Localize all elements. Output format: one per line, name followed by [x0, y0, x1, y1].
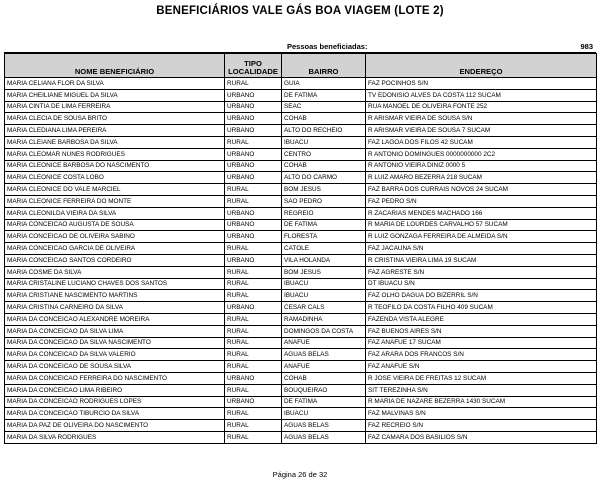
header-tipo-line1: TIPO: [244, 59, 262, 68]
cell-endereco: FAZ BARRA DOS CURRAIS NOVOS 24 SUCAM: [366, 184, 597, 196]
cell-endereco: R ZACARIAS MENDES MACHADO 166: [366, 207, 597, 219]
cell-tipo-localidade: URBANO: [225, 231, 282, 243]
cell-endereco: FAZ BUENOS AIRES S/N: [366, 325, 597, 337]
beneficiaries-summary: [0, 42, 600, 52]
cell-bairro: ALTO DO CARMO: [282, 172, 366, 184]
document-title: BENEFICIÁRIOS VALE GÁS BOA VIAGEM (LOTE 2): [156, 5, 444, 17]
cell-tipo-localidade: RURAL: [225, 266, 282, 278]
cell-nome: MARIA CONCEICAO DE OLIVEIRA SABINO: [5, 231, 225, 243]
table-row: [5, 278, 597, 290]
cell-endereco: FAZ RECREIO S/N: [366, 420, 597, 432]
cell-bairro: BOM JESUS: [282, 266, 366, 278]
cell-nome: MARIA DA CONCEICAO DE SOUSA SILVA: [5, 361, 225, 373]
cell-nome: MARIA CHEILIANE MIGUEL DA SILVA: [5, 89, 225, 101]
cell-tipo-localidade: RURAL: [225, 431, 282, 443]
table-row: [5, 184, 597, 196]
cell-tipo-localidade: URBANO: [225, 302, 282, 314]
header-tipo-line2: LOCALIDADE: [228, 67, 278, 76]
cell-endereco: SIT TEREZINHA S/N: [366, 384, 597, 396]
cell-endereco: TV EDONISIO ALVES DA COSTA 112 SUCAM: [366, 89, 597, 101]
table-row: [5, 219, 597, 231]
cell-tipo-localidade: RURAL: [225, 78, 282, 90]
cell-bairro: AGUAS BELAS: [282, 349, 366, 361]
cell-endereco: FAZ LAGOA DOS FILOS 42 SUCAM: [366, 136, 597, 148]
cell-nome: MARIA CONCEICAO AUGUSTA DE SOUSA: [5, 219, 225, 231]
cell-nome: MARIA CLEONICE BARBOSA DO NASCIMENTO: [5, 160, 225, 172]
table-row: [5, 136, 597, 148]
cell-tipo-localidade: RURAL: [225, 290, 282, 302]
header-endereco: ENDEREÇO: [366, 54, 597, 78]
cell-bairro: ANAFUE: [282, 337, 366, 349]
cell-tipo-localidade: RURAL: [225, 278, 282, 290]
header-nome: NOME BENEFICIÁRIO: [5, 54, 225, 78]
table-row: [5, 243, 597, 255]
cell-tipo-localidade: RURAL: [225, 313, 282, 325]
table-row: [5, 372, 597, 384]
table-header-row: [5, 54, 597, 78]
cell-nome: MARIA DA CONCEICAO DA SILVA LIMA: [5, 325, 225, 337]
cell-bairro: COHAB: [282, 113, 366, 125]
cell-nome: MARIA CLEONICE DO VALE MARCIEL: [5, 184, 225, 196]
cell-nome: MARIA CLECIA DE SOUSA BRITO: [5, 113, 225, 125]
cell-endereco: R TEOFILO DA COSTA FILHO 409 SUCAM: [366, 302, 597, 314]
cell-tipo-localidade: RURAL: [225, 349, 282, 361]
cell-bairro: BOM JESUS: [282, 184, 366, 196]
cell-bairro: COHAB: [282, 372, 366, 384]
cell-bairro: SEAC: [282, 101, 366, 113]
table-row: [5, 313, 597, 325]
table-row: [5, 101, 597, 113]
cell-endereco: R ANTONIO DOMINGUES 0000000000 2C2: [366, 148, 597, 160]
table-row: [5, 384, 597, 396]
cell-bairro: CENTRO: [282, 148, 366, 160]
cell-bairro: GUIA: [282, 78, 366, 90]
cell-endereco: FAZ CAMARA DOS BASILIOS S/N: [366, 431, 597, 443]
cell-tipo-localidade: URBANO: [225, 254, 282, 266]
cell-endereco: FAZ ANAFUE 17 SUCAM: [366, 337, 597, 349]
table-row: [5, 302, 597, 314]
cell-tipo-localidade: RURAL: [225, 384, 282, 396]
cell-nome: MARIA CRISTALINE LUCIANO CHAVES DOS SANTOS: [5, 278, 225, 290]
beneficiaries-table: [4, 53, 597, 444]
cell-nome: MARIA CLEIANE BARBOSA DA SILVA: [5, 136, 225, 148]
table-row: [5, 361, 597, 373]
table-row: [5, 420, 597, 432]
cell-endereco: R ANTONIO VIEIRA DINIZ 0000 5: [366, 160, 597, 172]
table-row: [5, 396, 597, 408]
page-number: Página 26 de 32: [272, 470, 328, 479]
cell-nome: MARIA DA CONCEICAO FERREIRA DO NASCIMENTO: [5, 372, 225, 384]
cell-endereco: FAZ MALVINAS S/N: [366, 408, 597, 420]
cell-tipo-localidade: RURAL: [225, 361, 282, 373]
cell-tipo-localidade: URBANO: [225, 396, 282, 408]
cell-tipo-localidade: URBANO: [225, 207, 282, 219]
cell-nome: MARIA CLEONILDA VIEIRA DA SILVA: [5, 207, 225, 219]
cell-endereco: FAZ AGRESTE S/N: [366, 266, 597, 278]
cell-tipo-localidade: URBANO: [225, 148, 282, 160]
cell-endereco: FAZ PEDRO S/N: [366, 195, 597, 207]
cell-nome: MARIA CLEOMAR NUNES RODRIGUES: [5, 148, 225, 160]
cell-bairro: AGUAS BELAS: [282, 431, 366, 443]
cell-tipo-localidade: URBANO: [225, 160, 282, 172]
table-row: [5, 290, 597, 302]
cell-bairro: CATOLE: [282, 243, 366, 255]
cell-endereco: R ARISMAR VIEIRA DE SOUSA S/N: [366, 113, 597, 125]
cell-nome: MARIA CONCEICAO SANTOS CORDEIRO: [5, 254, 225, 266]
cell-bairro: BOUQUEIRAO: [282, 384, 366, 396]
table-row: [5, 349, 597, 361]
cell-tipo-localidade: RURAL: [225, 136, 282, 148]
cell-nome: MARIA DA CONCEICAO DA SILVA VALERIO: [5, 349, 225, 361]
table-row: [5, 125, 597, 137]
cell-bairro: FLORESTA: [282, 231, 366, 243]
cell-bairro: AGUAS BELAS: [282, 420, 366, 432]
cell-endereco: R CRISTINA VIEIRA LIMA 19 SUCAM: [366, 254, 597, 266]
cell-bairro: IBUACU: [282, 290, 366, 302]
cell-tipo-localidade: URBANO: [225, 89, 282, 101]
table-row: [5, 266, 597, 278]
table-row: [5, 431, 597, 443]
header-tipo-localidade: [225, 54, 282, 78]
cell-endereco: FAZ ANAFUE S/N: [366, 361, 597, 373]
cell-bairro: ANAFUE: [282, 361, 366, 373]
table-row: [5, 408, 597, 420]
table-row: [5, 113, 597, 125]
cell-endereco: FAZ ARARA DOS FRANCOS S/N: [366, 349, 597, 361]
cell-nome: MARIA CLEONICE FERREIRA DO MONTE: [5, 195, 225, 207]
cell-nome: MARIA DA CONCEICAO LIMA RIBEIRO: [5, 384, 225, 396]
cell-bairro: IBUACU: [282, 408, 366, 420]
table-row: [5, 231, 597, 243]
cell-bairro: RAMADINHA: [282, 313, 366, 325]
table-row: [5, 160, 597, 172]
cell-tipo-localidade: RURAL: [225, 420, 282, 432]
table-row: [5, 254, 597, 266]
cell-bairro: ALTO DO RECHEIO: [282, 125, 366, 137]
cell-nome: MARIA COSME DA SILVA: [5, 266, 225, 278]
summary-label: Pessoas beneficiadas:: [287, 42, 368, 51]
cell-nome: MARIA DA CONCEICAO TIBURCIO DA SILVA: [5, 408, 225, 420]
table-row: [5, 325, 597, 337]
cell-tipo-localidade: RURAL: [225, 337, 282, 349]
cell-nome: MARIA CELIANA FLOR DA SILVA: [5, 78, 225, 90]
cell-tipo-localidade: URBANO: [225, 172, 282, 184]
cell-bairro: SAO PEDRO: [282, 195, 366, 207]
cell-tipo-localidade: RURAL: [225, 184, 282, 196]
cell-nome: MARIA DA PAZ DE OLIVEIRA DO NASCIMENTO: [5, 420, 225, 432]
cell-endereco: RUA MANOEL DE OLIVEIRA FONTE 252: [366, 101, 597, 113]
cell-bairro: IBUACU: [282, 278, 366, 290]
cell-tipo-localidade: RURAL: [225, 325, 282, 337]
cell-tipo-localidade: URBANO: [225, 372, 282, 384]
cell-tipo-localidade: URBANO: [225, 101, 282, 113]
table-row: [5, 337, 597, 349]
cell-tipo-localidade: URBANO: [225, 113, 282, 125]
cell-tipo-localidade: URBANO: [225, 219, 282, 231]
summary-count: 983: [580, 42, 593, 51]
cell-endereco: FAZ POCINHOS S/N: [366, 78, 597, 90]
table-row: [5, 207, 597, 219]
cell-endereco: R JOSE VIEIRA DE FREITAS 12 SUCAM: [366, 372, 597, 384]
cell-bairro: VILA HOLANDA: [282, 254, 366, 266]
cell-bairro: DE FATIMA: [282, 89, 366, 101]
cell-nome: MARIA DA SILVA RODRIGUES: [5, 431, 225, 443]
cell-tipo-localidade: RURAL: [225, 408, 282, 420]
cell-bairro: COHAB: [282, 160, 366, 172]
cell-nome: MARIA CRISTIANE NASCIMENTO MARTINS: [5, 290, 225, 302]
cell-bairro: CESAR CALS: [282, 302, 366, 314]
cell-endereco: R MARIA DE NAZARE BEZERRA 1430 SUCAM: [366, 396, 597, 408]
table-body: [5, 78, 597, 444]
cell-bairro: DE FATIMA: [282, 396, 366, 408]
cell-endereco: R LUIZ AMARO BEZERRA 218 SUCAM: [366, 172, 597, 184]
cell-nome: MARIA DA CONCEICAO ALEXANDRE MOREIRA: [5, 313, 225, 325]
table-row: [5, 89, 597, 101]
cell-nome: MARIA DA CONCEICAO DA SILVA NASCIMENTO: [5, 337, 225, 349]
cell-endereco: DT IBUACU S/N: [366, 278, 597, 290]
cell-endereco: FAZ JACAUNA S/N: [366, 243, 597, 255]
cell-nome: MARIA CLEDIANA LIMA PEREIRA: [5, 125, 225, 137]
cell-endereco: R MARIA DE LOURDES CARVALHO 57 SUCAM: [366, 219, 597, 231]
cell-bairro: DOMINGOS DA COSTA: [282, 325, 366, 337]
cell-nome: MARIA CONCEICAO GARCIA DE OLIVEIRA: [5, 243, 225, 255]
cell-endereco: FAZ OLHO DAGUA DO BIZERRIL S/N: [366, 290, 597, 302]
table-row: [5, 195, 597, 207]
table-row: [5, 148, 597, 160]
table-row: [5, 172, 597, 184]
cell-endereco: R ARISMAR VIEIRA DE SOUSA 7 SUCAM: [366, 125, 597, 137]
cell-bairro: IBUACU: [282, 136, 366, 148]
cell-tipo-localidade: RURAL: [225, 195, 282, 207]
cell-nome: MARIA CINTIA DE LIMA FERREIRA: [5, 101, 225, 113]
cell-bairro: DE FATIMA: [282, 219, 366, 231]
cell-nome: MARIA DA CONCEICAO RODRIGUES LOPES: [5, 396, 225, 408]
cell-bairro: REGREIO: [282, 207, 366, 219]
cell-endereco: FAZENDA VISTA ALEGRE: [366, 313, 597, 325]
cell-nome: MARIA CLEONICE COSTA LOBO: [5, 172, 225, 184]
cell-tipo-localidade: RURAL: [225, 243, 282, 255]
table-row: [5, 78, 597, 90]
header-bairro: BAIRRO: [282, 54, 366, 78]
cell-endereco: R LUIZ GONZAGA FERREIRA DE ALMEIDA S/N: [366, 231, 597, 243]
cell-nome: MARIA CRISTINA CARNEIRO DA SILVA: [5, 302, 225, 314]
cell-tipo-localidade: URBANO: [225, 125, 282, 137]
